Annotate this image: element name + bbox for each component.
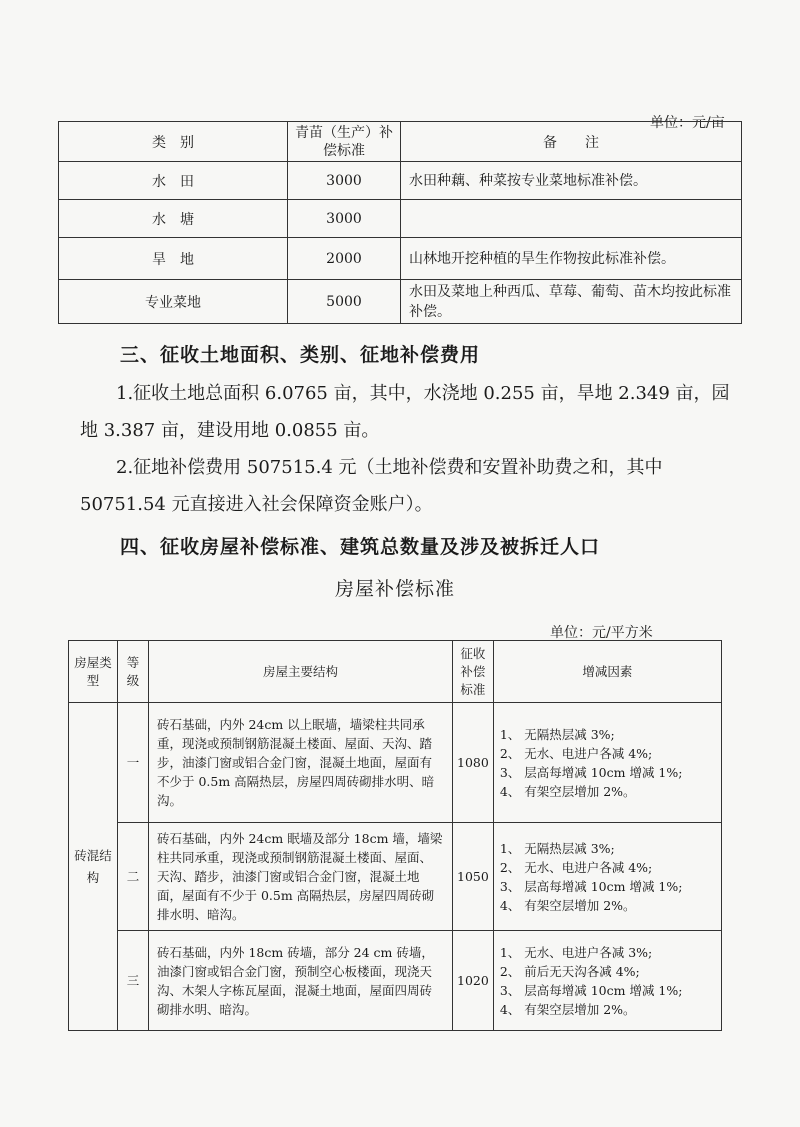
factor-item: 4、 有架空层增加 2%。 (499, 1001, 636, 1017)
table-row (69, 931, 722, 1031)
table-row (69, 703, 722, 823)
section-3-paragraph-1: 1.征收土地总面积 6.0765 亩，其中，水浇地 0.255 亩，旱地 2.349 亩，园地 3.387 亩，建设用地 0.0855 亩。 (80, 383, 730, 441)
structure-description: 砖石基础，内外 24cm 眠墙及部分 18cm 墙，墙梁柱共同承重，现浇或预制钢筋混凝土楼面、屋面、天沟、踏步，油漆门窗或铝合金门窗，混凝土地面，屋面有不少于 0.5m 高隔热层，房屋四周砖砌排水明、暗沟。 (149, 823, 453, 931)
factor-item: 1、 无水、电进户各减 3%; (499, 944, 653, 960)
header-house-type: 房屋类型 (69, 641, 118, 703)
land-type: 水 田 (59, 162, 288, 200)
grade: 二 (118, 823, 149, 931)
standard-value: 1050 (453, 823, 494, 931)
factor-item: 3、 层高每增减 10cm 增减 1%; (499, 878, 683, 894)
table-header-row (69, 641, 722, 703)
table-row (59, 162, 742, 200)
unit-label-land: 单位：元/亩 (650, 115, 725, 131)
header-standard: 征收补偿标准 (453, 641, 494, 703)
table-row (69, 823, 722, 931)
section-3-paragraph-2: 2.征地补偿费用 507515.4 元（土地补偿费和安置补助费之和，其中 50751.54 元直接进入社会保障资金账户）。 (80, 457, 663, 515)
factor-item: 2、 无水、电进户各减 4%; (499, 859, 653, 875)
header-standard: 青苗（生产）补偿标准 (288, 122, 401, 162)
table-subtitle: 房屋补偿标准 (335, 578, 456, 600)
factor-item: 1、 无隔热层减 3%; (499, 726, 615, 742)
table-row (59, 280, 742, 324)
land-type: 专业菜地 (59, 280, 288, 324)
note: 山林地开挖种植的旱生作物按此标准补偿。 (401, 238, 742, 280)
note: 水田种藕、种菜按专业菜地标准补偿。 (401, 162, 742, 200)
factor-item: 4、 有架空层增加 2%。 (499, 897, 636, 913)
standard-value: 5000 (288, 280, 401, 324)
factor-item: 2、 前后无天沟各减 4%; (499, 963, 640, 979)
standard-value: 1020 (453, 931, 494, 1031)
adjustment-factors (493, 703, 721, 823)
table-row (59, 200, 742, 238)
section-4-heading: 四、征收房屋补偿标准、建筑总数量及涉及被拆迁人口 (120, 536, 601, 558)
factor-item: 1、 无隔热层减 3%; (499, 840, 615, 856)
land-type: 旱 地 (59, 238, 288, 280)
structure-description: 砖石基础，内外 24cm 以上眠墙，墙梁柱共同承重，现浇或预制钢筋混凝土楼面、屋面、天沟、踏步，油漆门窗或铝合金门窗，混凝土地面，屋面有不少于 0.5m 高隔热层，房屋四周砖砌排水明、暗沟。 (149, 703, 453, 823)
unit-label-house: 单位：元/平方米 (550, 625, 653, 641)
header-factors: 增减因素 (493, 641, 721, 703)
note: 水田及菜地上种西瓜、草莓、葡萄、苗木均按此标准补偿。 (401, 280, 742, 324)
grade: 一 (118, 703, 149, 823)
header-grade: 等级 (118, 641, 149, 703)
standard-value: 3000 (288, 200, 401, 238)
standard-value: 2000 (288, 238, 401, 280)
standard-value: 3000 (288, 162, 401, 200)
factor-item: 2、 无水、电进户各减 4%; (499, 745, 653, 761)
header-structure: 房屋主要结构 (149, 641, 453, 703)
house-compensation-table (68, 640, 722, 1031)
header-category: 类 别 (59, 122, 288, 162)
land-type: 水 塘 (59, 200, 288, 238)
factor-item: 3、 层高每增减 10cm 增减 1%; (499, 982, 683, 998)
seedling-compensation-table (58, 121, 742, 324)
factor-item: 4、 有架空层增加 2%。 (499, 783, 636, 799)
table-row (59, 238, 742, 280)
factor-item: 3、 层高每增减 10cm 增减 1%; (499, 764, 683, 780)
section-3-heading: 三、征收土地面积、类别、征地补偿费用 (120, 344, 481, 366)
structure-description: 砖石基础，内外 18cm 砖墙，部分 24 cm 砖墙，油漆门窗或铝合金门窗，预制空心板楼面，现浇天沟、木架人字栋瓦屋面，混凝土地面，屋面四周砖砌排水明、暗沟。 (149, 931, 453, 1031)
adjustment-factors (493, 931, 721, 1031)
header-note: 备 注 (401, 122, 742, 162)
grade: 三 (118, 931, 149, 1031)
adjustment-factors (493, 823, 721, 931)
note (401, 200, 742, 238)
standard-value: 1080 (453, 703, 494, 823)
house-category: 砖混结构 (69, 703, 118, 1031)
table-header-row (59, 122, 742, 162)
